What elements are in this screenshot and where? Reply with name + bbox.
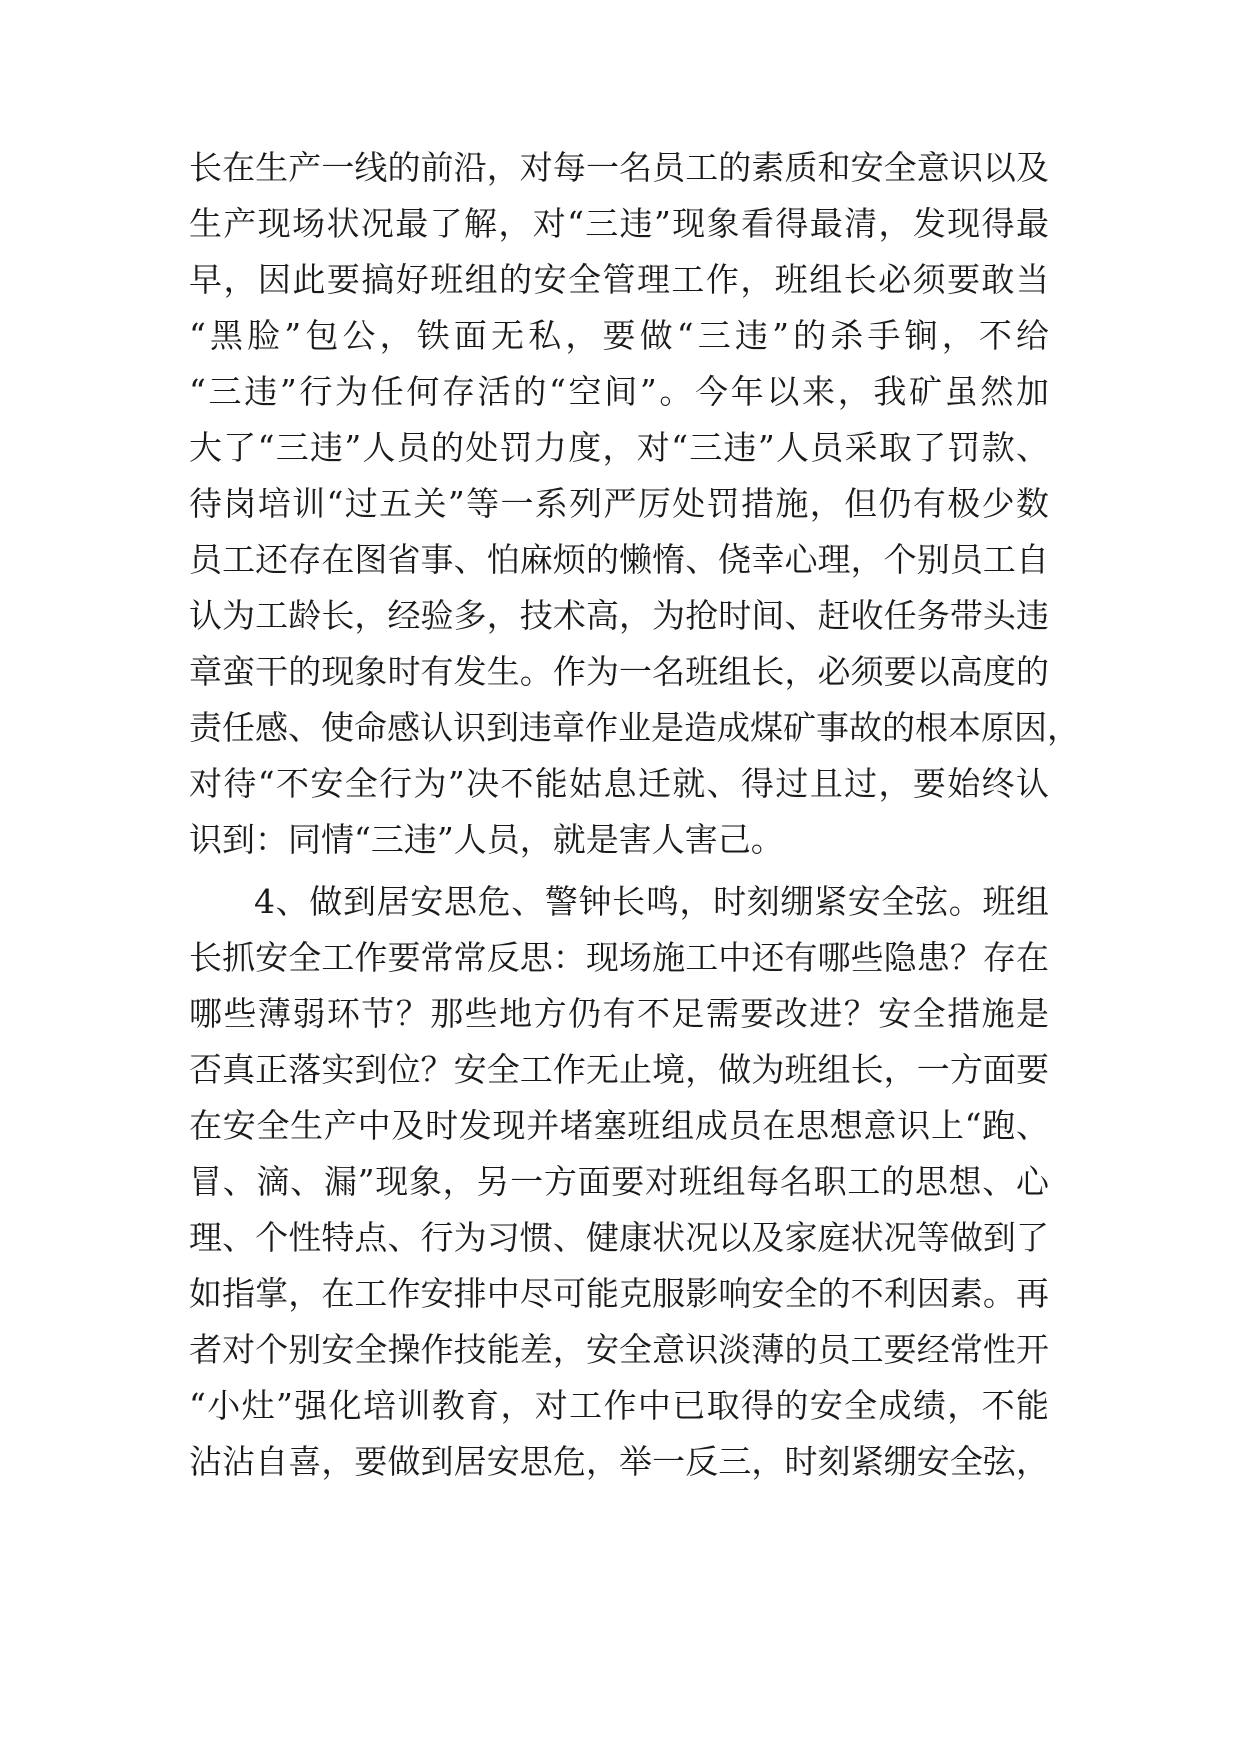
paragraph-1-line: 待岗培训“过五关”等一系列严厉处罚措施，但仍有极少数 bbox=[189, 484, 1049, 523]
paragraph-1-line: 长在生产一线的前沿，对每一名员工的素质和安全意识以及 bbox=[189, 148, 1049, 187]
paragraph-1-line: 大了“三违”人员的处罚力度，对“三违”人员采取了罚款、 bbox=[189, 428, 1049, 467]
paragraph-2-line: 如指掌，在工作安排中尽可能克服影响安全的不利因素。再 bbox=[189, 1274, 1049, 1313]
paragraph-1-line: 生产现场状况最了解，对“三违”现象看得最清，发现得最 bbox=[189, 204, 1049, 243]
paragraph-2-line: 否真正落实到位？安全工作无止境，做为班组长，一方面要 bbox=[189, 1050, 1049, 1089]
paragraph-1-line: “三违”行为任何存活的“空间”。今年以来，我矿虽然加 bbox=[189, 372, 1049, 411]
paragraph-2-line: 哪些薄弱环节？那些地方仍有不足需要改进？安全措施是 bbox=[189, 994, 1049, 1033]
paragraph-1-line: 章蛮干的现象时有发生。作为一名班组长，必须要以高度的 bbox=[189, 652, 1049, 691]
paragraph-1-line: 认为工龄长，经验多，技术高，为抢时间、赶收任务带头违 bbox=[189, 596, 1049, 635]
paragraph-1-line: 对待“不安全行为”决不能姑息迁就、得过且过，要始终认 bbox=[189, 764, 1049, 803]
paragraph-1-line: 早，因此要搞好班组的安全管理工作，班组长必须要敢当 bbox=[189, 260, 1049, 299]
paragraph-2-line: 长抓安全工作要常常反思：现场施工中还有哪些隐患？存在 bbox=[189, 938, 1049, 977]
paragraph-1-line-last: 识到：同情“三违”人员，就是害人害己。 bbox=[189, 820, 784, 859]
paragraph-2-line: 冒、滴、漏”现象，另一方面要对班组每名职工的思想、心 bbox=[189, 1162, 1049, 1201]
paragraph-1-line: 责任感、使命感认识到违章作业是造成煤矿事故的根本原因， bbox=[189, 708, 1080, 747]
paragraph-2-first-line: 4、做到居安思危、警钟长鸣，时刻绷紧安全弦。班组 bbox=[254, 882, 1049, 921]
paragraph-2-line: 者对个别安全操作技能差，安全意识淡薄的员工要经常性开 bbox=[189, 1330, 1049, 1369]
paragraph-2-line: “小灶”强化培训教育，对工作中已取得的安全成绩，不能 bbox=[189, 1386, 1049, 1425]
paragraph-2-line: 沾沾自喜，要做到居安思危，举一反三，时刻紧绷安全弦， bbox=[189, 1442, 1049, 1481]
paragraph-1-line: “黑脸”包公，铁面无私，要做“三违”的杀手锏，不给 bbox=[189, 316, 1049, 355]
paragraph-1-line: 员工还存在图省事、怕麻烦的懒惰、侥幸心理，个别员工自 bbox=[189, 540, 1049, 579]
paragraph-2-line: 在安全生产中及时发现并堵塞班组成员在思想意识上“跑、 bbox=[189, 1106, 1049, 1145]
paragraph-2-line: 理、个性特点、行为习惯、健康状况以及家庭状况等做到了 bbox=[189, 1218, 1049, 1257]
